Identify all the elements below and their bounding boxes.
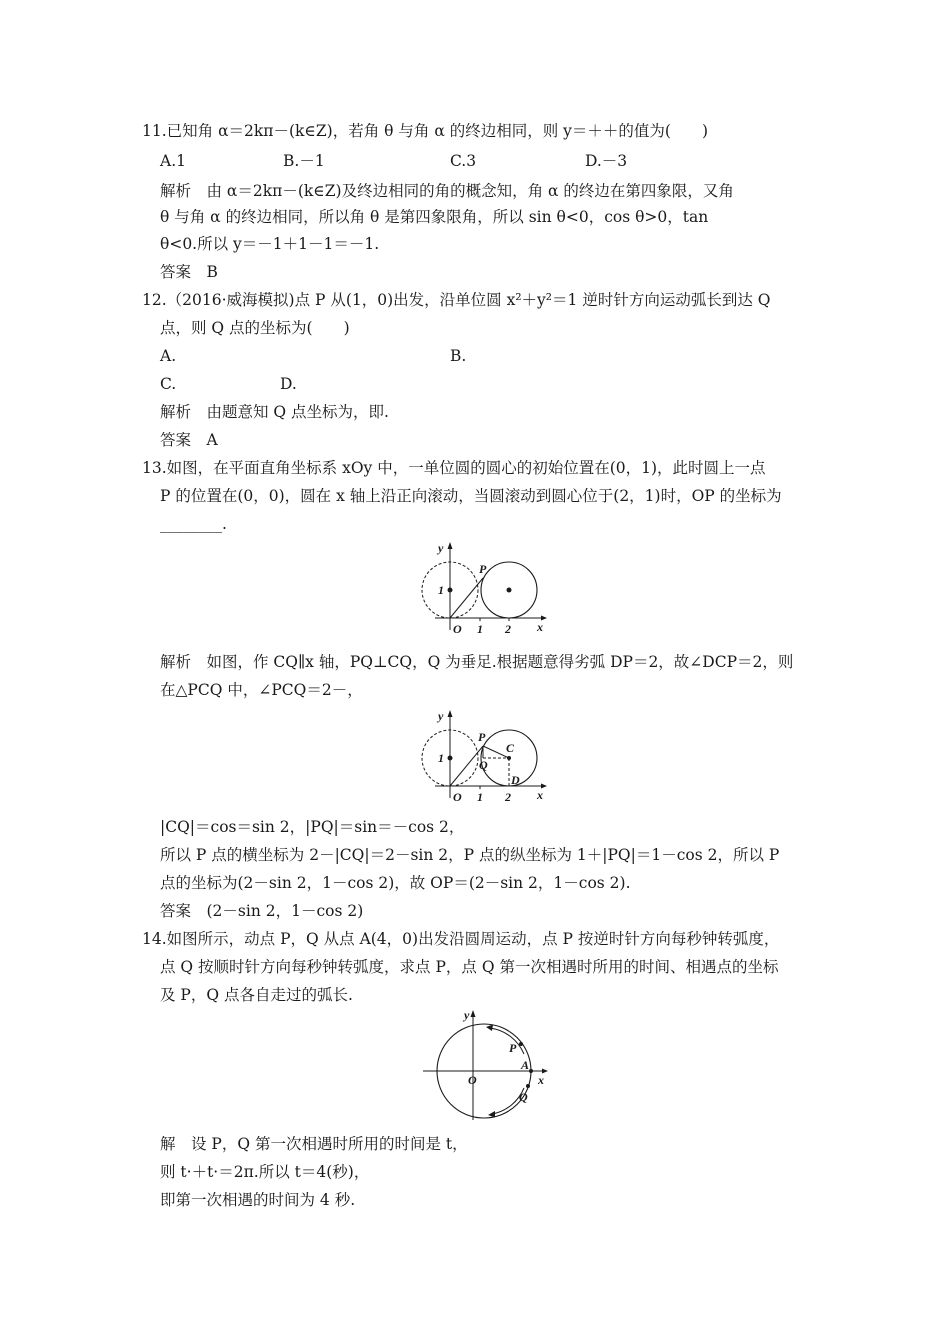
fig2-x-label: x xyxy=(537,788,543,802)
question-line: 13.如图，在平面直角坐标系 xOy 中，一单位圆的圆心的初始位置在(0，1)，此时圆上一点 xyxy=(142,459,766,477)
option-line: B. xyxy=(450,347,467,365)
text-line: 解析 由题意知 Q 点坐标为，即. xyxy=(160,403,389,421)
text-line: 解析 由 α＝2kπ－(k∈Z)及终边相同的角的概念知，角 α 的终边在第四象限，又角 xyxy=(160,182,734,200)
fig2-tick-1-x: 1 xyxy=(477,790,483,804)
fig1-O-label: O xyxy=(453,622,462,636)
text-line: 解析 如图，作 CQ∥x 轴，PQ⊥CQ，Q 为垂足.根据题意得劣弧 DP＝2，故∠DCP＝2，则 xyxy=(160,653,794,671)
fig1-x-label: x xyxy=(537,620,543,634)
text-line: 及 P，Q 点各自走过的弧长. xyxy=(160,986,353,1004)
text-line: 答案 (2－sin 2，1－cos 2) xyxy=(160,902,364,920)
text-line: 答案 B xyxy=(160,263,218,281)
fig2-tick-2-x: 2 xyxy=(505,790,511,804)
fig2-O-label: O xyxy=(453,790,462,804)
option-line: C.3 xyxy=(450,152,477,170)
option-line: A. xyxy=(160,347,177,365)
fig1-P-label: P xyxy=(479,562,487,576)
option-line: D. xyxy=(280,375,297,393)
fig1-tick-2-x: 2 xyxy=(505,622,511,636)
fig1-tick-1-y: 1 xyxy=(438,583,444,597)
fig2-Q-label: Q xyxy=(479,758,488,772)
text-line: ________. xyxy=(160,515,227,533)
fig2-tick-1-y: 1 xyxy=(438,751,444,765)
text-line: 点的坐标为(2－sin 2，1－cos 2)，故 OP＝(2－sin 2，1－cos 2). xyxy=(160,874,631,892)
text-line: 答案 A xyxy=(160,431,218,449)
question-line: 12.（2016·威海模拟)点 P 从(1，0)出发，沿单位圆 x²＋y²＝1 逆时针方向运动弧长到达 Q xyxy=(142,291,771,309)
fig3-Q-label: Q xyxy=(519,1090,528,1104)
text-line: 所以 P 点的横坐标为 2－|CQ|＝2－sin 2，P 点的纵坐标为 1＋|PQ|＝1－cos 2，所以 P xyxy=(160,846,780,864)
fig2-y-label: y xyxy=(438,709,444,723)
fig2-C-label: C xyxy=(506,741,515,755)
fig1-tick-1-x: 1 xyxy=(477,622,483,636)
figure-circle-motion xyxy=(418,1008,558,1124)
fig2-D-label: D xyxy=(511,773,520,787)
question-line: 11.已知角 α＝2kπ－(k∈Z)，若角 θ 与角 α 的终边相同，则 y＝＋＋的值为( ) xyxy=(142,122,709,140)
text-line: 即第一次相遇的时间为 4 秒. xyxy=(160,1191,356,1209)
text-line: θ 与角 α 的终边相同，所以角 θ 是第四象限角，所以 sin θ<0，cos θ>0，tan xyxy=(160,208,709,226)
text-line: 点，则 Q 点的坐标为( ) xyxy=(160,319,350,337)
text-line: θ<0.所以 y＝－1＋1－1＝－1. xyxy=(160,235,380,253)
fig3-O-label: O xyxy=(468,1073,477,1087)
fig1-y-label: y xyxy=(438,541,444,555)
fig3-y-label: y xyxy=(464,1008,470,1022)
question-line: 14.如图所示，动点 P，Q 从点 A(4，0)出发沿圆周运动，点 P 按逆时针方向每秒钟转弧度， xyxy=(142,930,780,948)
fig3-A-label: A xyxy=(521,1058,530,1072)
option-line: C. xyxy=(160,375,177,393)
option-line: B.－1 xyxy=(283,152,325,170)
text-line: 在△PCQ 中，∠PCQ＝2－， xyxy=(160,681,363,699)
text-line: |CQ|＝cos＝sin 2，|PQ|＝sin＝－cos 2， xyxy=(160,818,465,836)
fig3-P-label: P xyxy=(509,1041,517,1055)
text-line: 解 设 P，Q 第一次相遇时所用的时间是 t， xyxy=(160,1135,468,1153)
fig3-x-label: x xyxy=(538,1073,544,1087)
option-line: A.1 xyxy=(160,152,186,170)
text-line: 点 Q 按顺时针方向每秒钟转弧度，求点 P，点 Q 第一次相遇时所用的时间、相遇点的坐标 xyxy=(160,958,779,976)
figure-rolling-circle xyxy=(405,538,555,638)
fig2-P-label: P xyxy=(478,730,486,744)
text-line: 则 t·＋t·＝2π.所以 t＝4(秒)， xyxy=(160,1163,370,1181)
text-line: P 的位置在(0，0)，圆在 x 轴上沿正向滚动，当圆滚动到圆心位于(2，1)时，OP 的坐标为 xyxy=(160,487,782,505)
figure-construction xyxy=(405,706,555,806)
option-line: D.－3 xyxy=(585,152,628,170)
